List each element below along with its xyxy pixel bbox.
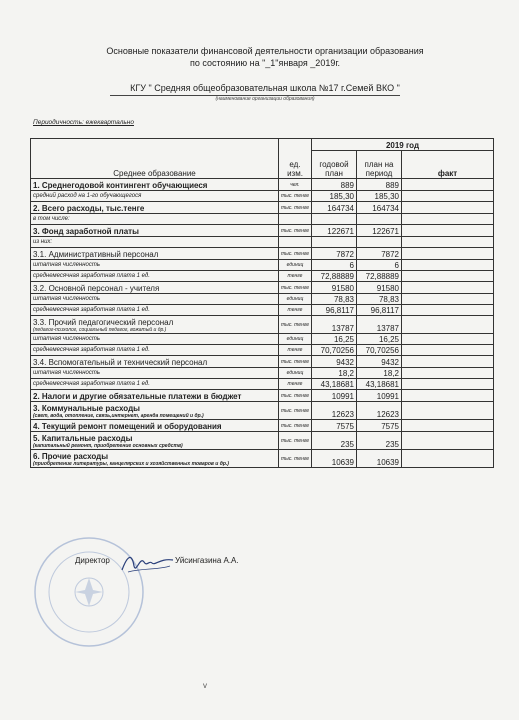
row-period-value: 13787 [357,316,402,334]
table-row [31,334,494,345]
table-row [31,191,494,202]
row-unit: единиц [279,260,312,271]
row-label [31,368,279,379]
col-unit-header: ед. изм. [279,139,312,179]
row-label [31,420,279,432]
director-label: Директор [75,556,110,565]
row-label-text: 2. Налоги и другие обязательные платежи в бюджет [33,392,242,401]
row-period-value: 9432 [357,356,402,368]
document-title [30,45,500,69]
row-label-text: среднемесячная заработная плата 1 ед. [33,381,150,387]
row-period-value: 185,30 [357,191,402,202]
row-label-text: среднемесячная заработная плата 1 ед. [33,273,150,279]
row-label [31,356,279,368]
row-fact-value [402,248,494,260]
row-unit: тенге [279,305,312,316]
table-row [31,390,494,402]
row-label-text: 5. Капитальные расходы [33,434,133,443]
row-label-text: штатная численность [33,336,101,342]
row-annual-value: 10639 [312,450,357,468]
row-fact-value [402,179,494,191]
row-label [31,260,279,271]
row-unit: тыс. тенге [279,225,312,237]
table-row [31,402,494,420]
row-unit: тыс. тенге [279,432,312,450]
row-label-text: среднемесячная заработная плата 1 ед. [33,347,150,353]
row-unit: тыс. тенге [279,202,312,214]
table-row [31,432,494,450]
row-period-value: 164734 [357,202,402,214]
row-fact-value [402,294,494,305]
financial-table [30,138,494,468]
row-unit: тыс. тенге [279,248,312,260]
table-row [31,202,494,214]
row-label [31,379,279,390]
row-label [31,305,279,316]
row-label-text: штатная численность [33,370,101,376]
organization-note: (наименование организации образования) [215,96,315,102]
table-row [31,225,494,237]
row-annual-value: 164734 [312,202,357,214]
table-row [31,316,494,334]
row-label-text: 3.2. Основной персонал - учителя [33,284,160,293]
row-annual-value: 235 [312,432,357,450]
row-label [31,214,279,225]
table-row [31,179,494,191]
row-annual-value: 7872 [312,248,357,260]
table-row [31,345,494,356]
row-period-value [357,214,402,225]
row-label-text: 4. Текущий ремонт помещений и оборудования [33,422,222,431]
row-period-value: 889 [357,179,402,191]
row-annual-value: 7575 [312,420,357,432]
row-period-value: 18,2 [357,368,402,379]
row-fact-value [402,260,494,271]
table-row [31,305,494,316]
row-unit: тенге [279,379,312,390]
row-fact-value [402,356,494,368]
row-fact-value [402,316,494,334]
row-label-text: в том числе: [33,216,70,222]
row-label [31,294,279,305]
row-label-text: штатная численность [33,262,101,268]
row-label-text: 1. Среднегодовой контингент обучающиеся [33,181,208,190]
row-label-text: 3.1. Административный персонал [33,250,159,259]
table-row [31,214,494,225]
row-unit: чел. [279,179,312,191]
table-row [31,420,494,432]
row-annual-value: 72,88889 [312,271,357,282]
row-sublabel: (приобретение литературы, канцелярских и хозяйственных товаров и др.) [33,461,229,467]
row-unit: тыс. тенге [279,356,312,368]
table-row [31,356,494,368]
row-annual-value: 6 [312,260,357,271]
row-label [31,237,279,248]
row-unit: единиц [279,294,312,305]
row-fact-value [402,225,494,237]
row-label [31,432,279,450]
row-annual-value: 10991 [312,390,357,402]
row-annual-value: 70,70256 [312,345,357,356]
row-fact-value [402,237,494,248]
row-label [31,248,279,260]
row-fact-value [402,379,494,390]
row-annual-value: 18,2 [312,368,357,379]
row-period-value: 16,25 [357,334,402,345]
row-period-value [357,237,402,248]
row-unit: единиц [279,334,312,345]
row-fact-value [402,334,494,345]
row-label [31,271,279,282]
row-fact-value [402,271,494,282]
row-label [31,450,279,468]
row-annual-value: 43,18681 [312,379,357,390]
col-annual-header: годовой план [312,151,357,179]
row-period-value: 235 [357,432,402,450]
row-unit: тыс. тенге [279,191,312,202]
row-unit: единиц [279,368,312,379]
row-period-value: 10991 [357,390,402,402]
row-annual-value: 889 [312,179,357,191]
row-fact-value [402,214,494,225]
col-fact-header: факт [402,151,494,179]
row-period-value: 6 [357,260,402,271]
row-unit: тыс. тенге [279,390,312,402]
row-annual-value: 185,30 [312,191,357,202]
row-period-value: 96,8117 [357,305,402,316]
row-annual-value: 16,25 [312,334,357,345]
row-period-value: 43,18681 [357,379,402,390]
row-label-text: средний расход на 1-го обучающегося [33,193,142,199]
row-unit: тыс. тенге [279,282,312,294]
title-line-2: по состоянию на "_1"января _2019г. [189,58,341,68]
year-header: 2019 год [312,139,494,151]
row-label [31,334,279,345]
row-period-value: 7575 [357,420,402,432]
table-header-row-1 [31,139,494,151]
row-label-text: штатная численность [33,296,101,302]
row-annual-value [312,237,357,248]
row-fact-value [402,191,494,202]
row-fact-value [402,202,494,214]
table-row [31,248,494,260]
row-period-value: 91580 [357,282,402,294]
row-period-value: 70,70256 [357,345,402,356]
row-annual-value: 78,83 [312,294,357,305]
row-unit: тыс. тенге [279,450,312,468]
row-label [31,225,279,237]
row-annual-value [312,214,357,225]
row-sublabel: (педагог-психолог, социальный педагог, вожатый и др.) [33,327,167,333]
row-annual-value: 13787 [312,316,357,334]
row-fact-value [402,345,494,356]
table-row [31,294,494,305]
row-period-value: 78,83 [357,294,402,305]
row-period-value: 10639 [357,450,402,468]
row-fact-value [402,402,494,420]
row-label [31,316,279,334]
periodicity: Периодичность: ежеквартально [33,119,134,126]
row-label-text: 3. Фонд заработной платы [33,227,139,236]
row-sublabel: (свет, вода, отопление, связь,интернет, аренда помещений и др.) [33,413,204,419]
row-label [31,202,279,214]
table-row [31,271,494,282]
row-fact-value [402,305,494,316]
row-label-text: среднемесячная заработная плата 1 ед. [33,307,150,313]
row-annual-value: 9432 [312,356,357,368]
row-annual-value: 91580 [312,282,357,294]
row-sublabel: (капитальный ремонт, приобретение основных средств) [33,443,183,449]
row-label-text: 3.3. Прочий педагогический персонал [33,318,174,327]
col-period-header: план на период [357,151,402,179]
row-period-value: 122671 [357,225,402,237]
row-unit: тыс. тенге [279,316,312,334]
row-fact-value [402,390,494,402]
row-label-text: из них: [33,239,53,245]
row-unit: тенге [279,345,312,356]
row-label [31,390,279,402]
row-fact-value [402,420,494,432]
table-row [31,282,494,294]
col-name-header: Среднее образование [31,139,279,179]
row-fact-value [402,432,494,450]
row-annual-value: 122671 [312,225,357,237]
row-label-text: 6. Прочие расходы [33,452,109,461]
row-period-value: 12623 [357,402,402,420]
row-unit [279,237,312,248]
row-period-value: 7872 [357,248,402,260]
row-annual-value: 96,8117 [312,305,357,316]
organization-name: КГУ " Средняя общеобразовательная школа №17 г.Семей ВКО " [130,83,400,93]
row-label-text: 2. Всего расходы, тыс.тенге [33,204,145,213]
table-row [31,379,494,390]
title-line-1: Основные показатели финансовой деятельности организации образования [106,46,424,56]
row-fact-value [402,368,494,379]
row-period-value: 72,88889 [357,271,402,282]
row-label [31,402,279,420]
page-mark: v [203,681,207,690]
row-unit: тенге [279,271,312,282]
row-fact-value [402,450,494,468]
row-annual-value: 12623 [312,402,357,420]
row-label-text: 3.4. Вспомогательный и технический персонал [33,358,208,367]
row-unit: тыс. тенге [279,420,312,432]
row-unit: тыс. тенге [279,402,312,420]
row-unit [279,214,312,225]
row-label-text: 3. Коммунальные расходы [33,404,140,413]
table-row [31,237,494,248]
row-label [31,345,279,356]
director-name: Уйсингазина А.А. [175,556,239,565]
table-row [31,368,494,379]
row-label [31,191,279,202]
row-label [31,282,279,294]
director-signature [118,548,178,578]
table-row [31,260,494,271]
row-label [31,179,279,191]
table-row [31,450,494,468]
row-fact-value [402,282,494,294]
